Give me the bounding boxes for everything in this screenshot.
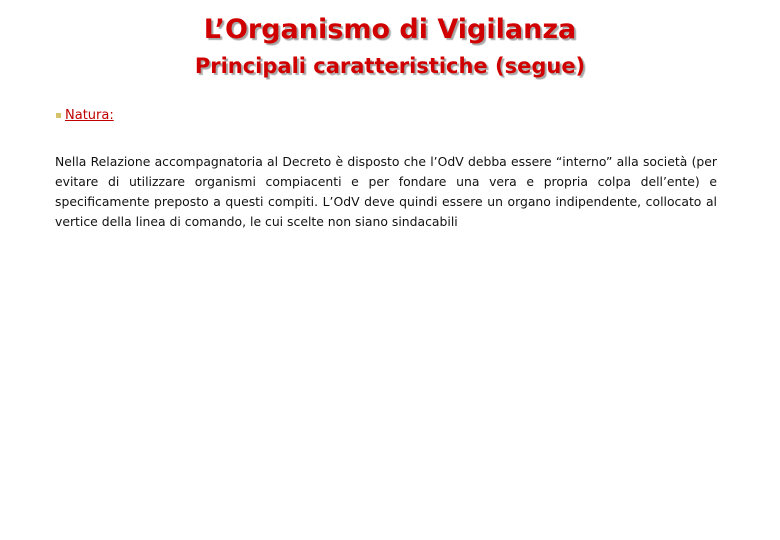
bullet-item: [56, 106, 114, 124]
slide-title: L’Organismo di Vigilanza: [203, 14, 577, 45]
body-paragraph: Nella Relazione accompagnatoria al Decreto è disposto che l’OdV debba essere “interno” alla società (per evitare di utilizzare organismi compiacenti e per fondare una vera e propria colpa dell’ente) e specificamente preposto a questi compiti. L’OdV deve quindi essere un organo indipendente, collocato al vertice della linea di comando, le cui scelte non siano sindacabili: [55, 154, 717, 229]
square-bullet-icon: [56, 113, 61, 118]
slide-subtitle: Principali caratteristiche (segue): [194, 54, 586, 78]
bullet-label: Natura:: [65, 107, 114, 123]
